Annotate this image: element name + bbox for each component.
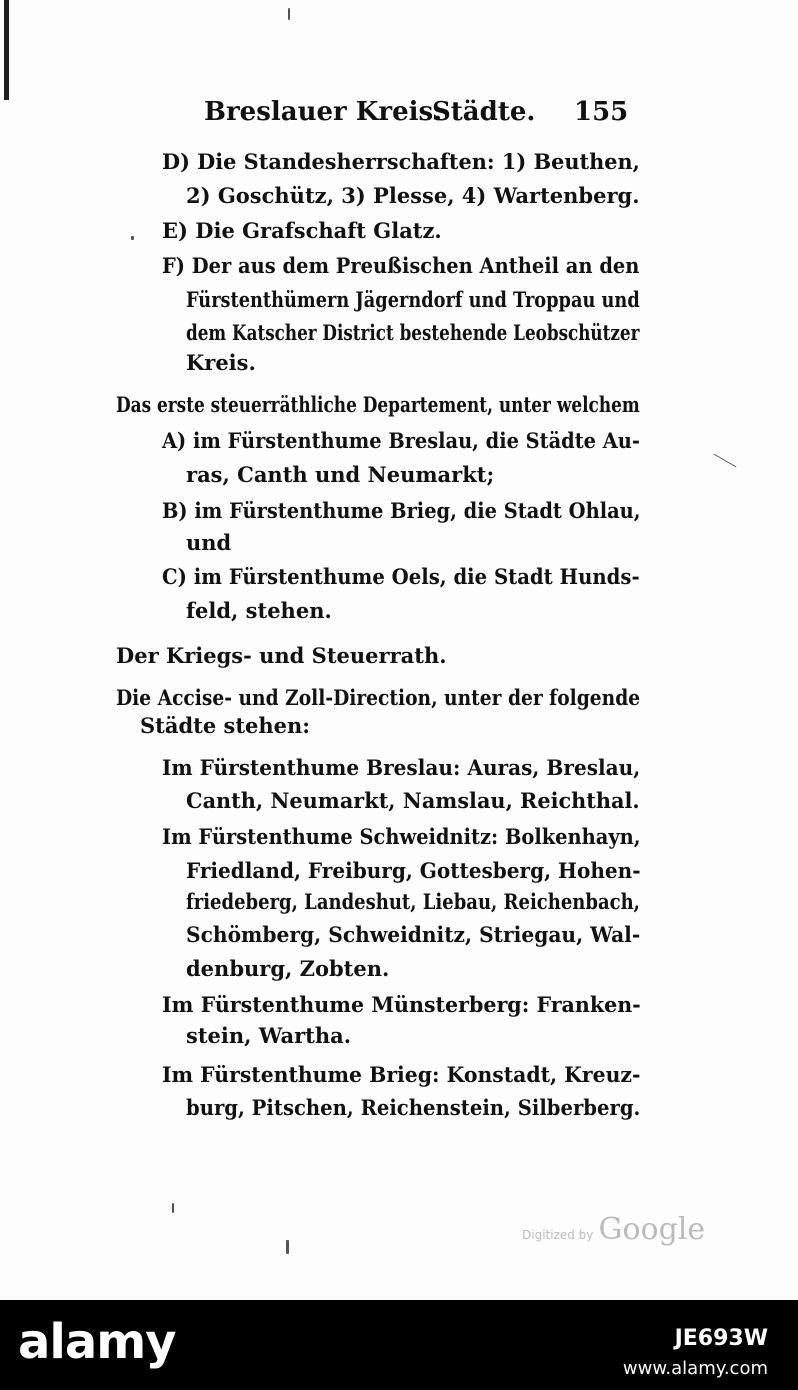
text-line: Canth, Neumarkt, Namslau, Reichthal. xyxy=(186,788,640,813)
text-line: D) Die Standesherrschaften: 1) Beuthen, xyxy=(162,149,640,174)
text-line: feld, stehen. xyxy=(186,598,332,623)
text-line: und xyxy=(186,530,232,555)
text-line: C) im Fürstenthume Oels, die Stadt Hunds- xyxy=(162,564,640,589)
stock-footer-bar xyxy=(0,1300,798,1390)
text-line: Im Fürstenthume Münsterberg: Franken- xyxy=(162,992,641,1017)
ink-speck xyxy=(131,236,134,240)
text-line: Fürstenthümern Jägerndorf und Troppau und xyxy=(186,287,640,312)
text-line: stein, Wartha. xyxy=(186,1023,352,1048)
digitized-prefix: Digitized by xyxy=(522,1228,594,1242)
digitized-brand: Google xyxy=(598,1212,706,1247)
ink-speck xyxy=(288,8,290,20)
text-line-content: Der Kriegs- und Steuerrath. xyxy=(116,643,447,668)
running-header-title: Breslauer Kreis. xyxy=(204,97,443,127)
digitized-watermark xyxy=(522,1212,705,1247)
text-line: 2) Goschütz, 3) Plesse, 4) Wartenberg. xyxy=(186,183,640,208)
text-line: Im Fürstenthume Brieg: Konstadt, Kreuz- xyxy=(162,1062,641,1087)
page-number: 155 xyxy=(574,97,629,127)
ink-speck xyxy=(286,1240,289,1254)
text-line: Das erste steuerräthliche Departement, unter welchem xyxy=(116,392,640,417)
text-line: friedeberg, Landeshut, Liebau, Reichenbach, xyxy=(186,889,640,914)
ink-speck xyxy=(713,454,736,468)
text-line: burg, Pitschen, Reichenstein, Silberberg. xyxy=(186,1095,641,1120)
text-line: F) Der aus dem Preußischen Antheil an den xyxy=(162,253,640,278)
alamy-logo: alamy xyxy=(18,1314,176,1370)
text-line: A) im Fürstenthume Breslau, die Städte Au- xyxy=(162,428,640,453)
text-line: Im Fürstenthume Schweidnitz: Bolkenhayn, xyxy=(162,824,641,849)
text-line: Friedland, Freiburg, Gottesberg, Hohen- xyxy=(186,858,641,883)
image-id: JE693W xyxy=(674,1326,768,1351)
text-line: ras, Canth und Neumarkt; xyxy=(186,462,495,487)
footer-url: www.alamy.com xyxy=(622,1358,768,1379)
text-line: B) im Fürstenthume Brieg, die Stadt Ohlau, xyxy=(162,498,641,523)
text-line: denburg, Zobten. xyxy=(186,956,390,981)
text-line: E) Die Grafschaft Glatz. xyxy=(162,218,442,243)
text-line: Schömberg, Schweidnitz, Striegau, Wal- xyxy=(186,922,641,947)
binding-edge xyxy=(4,0,9,100)
text-line: Städte stehen: xyxy=(140,713,311,738)
running-header-section: Städte. xyxy=(432,97,536,127)
text-line: Die Accise- und Zoll-Direction, unter der folgende xyxy=(116,685,641,710)
text-line: Im Fürstenthume Breslau: Auras, Breslau, xyxy=(162,755,641,780)
text-line xyxy=(116,645,447,666)
text-line: dem Katscher District bestehende Leobschützer xyxy=(186,320,640,345)
ink-speck xyxy=(172,1203,174,1213)
text-line: Kreis. xyxy=(186,350,256,375)
